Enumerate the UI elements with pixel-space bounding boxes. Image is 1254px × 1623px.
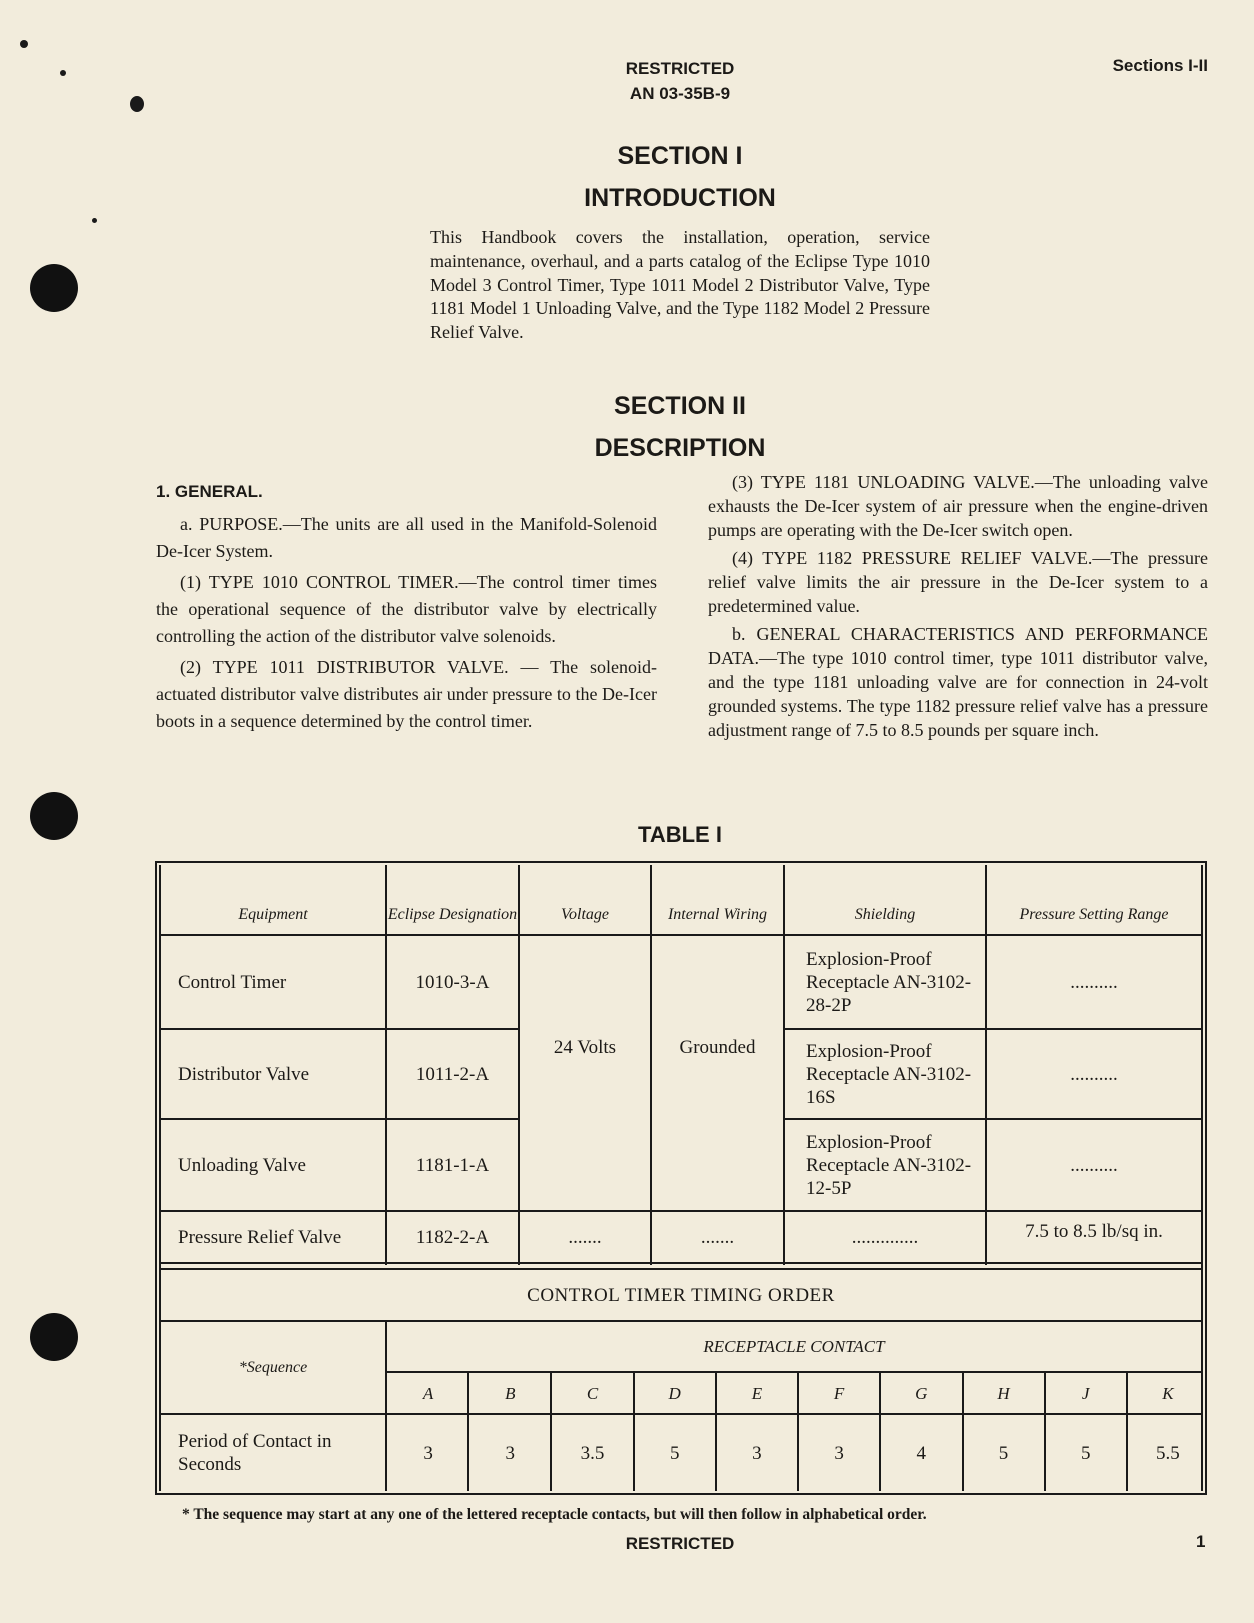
cell-pressure: ..........	[1070, 971, 1118, 993]
period-value-b: 3	[505, 1442, 516, 1464]
para-control-timer: (1) TYPE 1010 CONTROL TIMER.—The control timer times the operational sequence of the distributor valve by electrically controlling the action of the distributor valve solenoids.	[156, 572, 657, 646]
contact-letter-d: D	[668, 1383, 681, 1403]
cell-pressure: ..........	[1070, 1154, 1118, 1176]
cell-shielding: ..............	[851, 1226, 919, 1248]
period-value-d: 5	[669, 1442, 680, 1464]
footnote: * The sequence may start at any one of the lettered receptacle contacts, but will then follow in alphabetical order.	[182, 1506, 927, 1523]
page-number: 1	[1196, 1532, 1206, 1551]
section1-number: SECTION I	[617, 142, 743, 170]
section2-title: DESCRIPTION	[594, 434, 766, 462]
cell-equipment: Unloading Valve	[178, 1154, 306, 1176]
para-pressure-relief-valve: (4) TYPE 1182 PRESSURE RELIEF VALVE.—The pressure relief valve limits the air pressure in the De-Icer system to a predetermined value.	[708, 548, 1208, 616]
header-restricted: RESTRICTED	[625, 59, 735, 78]
period-value-j: 5	[1080, 1442, 1091, 1464]
speck-mark	[20, 40, 28, 48]
header-block	[560, 56, 800, 106]
contact-letter-g: G	[915, 1383, 928, 1403]
cell-pressure: ..........	[1070, 1063, 1118, 1085]
speck-mark	[60, 70, 66, 76]
para-characteristics: b. GENERAL CHARACTERISTICS AND PERFORMANCE DATA.—The type 1010 control timer, type 1011 distributor valve, and the type 1181 unloading valve are for connection in 24-volt grounded systems. The type 1182 pressure relief valve has a pressure adjustment range of 7.5 to 8.5 pounds per square inch.	[708, 624, 1208, 740]
period-value-e: 3	[752, 1442, 762, 1464]
cell-voltage: .......	[568, 1226, 602, 1248]
header-sections: Sections I-II	[1112, 56, 1208, 75]
contact-letter-j: J	[1081, 1383, 1090, 1403]
col-header-voltage: Voltage	[561, 906, 609, 923]
col-header-shielding: Shielding	[854, 906, 916, 923]
col-header-pressure: Pressure Setting Range	[1019, 906, 1169, 923]
general-heading: 1. GENERAL.	[156, 482, 263, 501]
cell-equipment: Control Timer	[178, 971, 287, 993]
section1-title: INTRODUCTION	[584, 184, 776, 212]
cell-shared-voltage: 24 Volts	[553, 1036, 617, 1058]
cell-shielding: Explosion-Proof Receptacle AN-3102-16S	[806, 1040, 972, 1108]
para-unloading-valve: (3) TYPE 1181 UNLOADING VALVE.—The unloading valve exhausts the De-Icer system of air pressure when the engine-driven pumps are operating with the De-Icer switch open.	[708, 472, 1208, 540]
cell-shielding: Explosion-Proof Receptacle AN-3102-28-2P	[806, 948, 972, 1016]
cell-equipment: Distributor Valve	[178, 1063, 310, 1085]
contact-letter-e: E	[751, 1383, 763, 1403]
table-title: TABLE I	[638, 822, 722, 847]
cell-equipment: Pressure Relief Valve	[178, 1226, 342, 1248]
header-doc-number: AN 03-35B-9	[629, 84, 731, 103]
cell-designation: 1011-2-A	[415, 1063, 490, 1085]
speck-mark	[130, 96, 144, 112]
cell-shielding: Explosion-Proof Receptacle AN-3102-12-5P	[806, 1131, 972, 1199]
period-value-g: 4	[916, 1442, 927, 1464]
cell-wiring: .......	[700, 1226, 735, 1248]
cell-designation: 1181-1-A	[415, 1154, 490, 1176]
para-purpose: a. PURPOSE.—The units are all used in the Manifold-Solenoid De-Icer System.	[156, 514, 657, 561]
col-header-wiring: Internal Wiring	[667, 906, 768, 923]
para-distributor-valve: (2) TYPE 1011 DISTRIBUTOR VALVE. — The solenoid-actuated distributor valve distributes air under pressure to the De-Icer boots in a sequence determined by the control timer.	[156, 657, 657, 731]
footer-restricted: RESTRICTED	[625, 1534, 735, 1553]
right-column	[708, 470, 1208, 746]
cell-pressure: 7.5 to 8.5 lb/sq in.	[1025, 1220, 1163, 1242]
sequence-label: *Sequence	[238, 1359, 308, 1376]
binder-hole-middle	[30, 792, 78, 840]
contact-letter-k: K	[1162, 1383, 1174, 1403]
section2-number: SECTION II	[614, 392, 746, 420]
period-value-f: 3	[834, 1442, 844, 1464]
cell-designation: 1182-2-A	[415, 1226, 490, 1248]
col-header-equipment: Equipment	[238, 906, 308, 923]
contact-letter-b: B	[505, 1383, 516, 1403]
period-value-c: 3.5	[580, 1442, 605, 1464]
left-column	[156, 478, 657, 739]
period-label: Period of Contact in Seconds	[178, 1431, 332, 1475]
cell-shared-wiring: Grounded	[679, 1036, 756, 1058]
section1-body: This Handbook covers the installation, operation, service maintenance, overhaul, and a parts catalog of the Eclipse Type 1010 Model 3 Control Timer, Type 1011 Model 2 Distributor Valve, Type 1181 Model 1 Unloading Valve, and the Type 1182 Model 2 Pressure Relief Valve.	[430, 227, 930, 343]
period-value-h: 5	[998, 1442, 1009, 1464]
binder-hole-top	[30, 264, 78, 312]
contact-letter-a: A	[422, 1383, 434, 1403]
period-value-k: 5.5	[1156, 1442, 1180, 1464]
period-value-a: 3	[423, 1442, 433, 1464]
contact-letter-h: H	[997, 1383, 1010, 1403]
timing-title: CONTROL TIMER TIMING ORDER	[527, 1284, 835, 1306]
cell-designation: 1010-3-A	[415, 971, 490, 993]
contact-letter-f: F	[833, 1383, 845, 1403]
receptacle-contact-label: RECEPTACLE CONTACT	[703, 1337, 885, 1356]
binder-hole-bottom	[30, 1313, 78, 1361]
col-header-designation: Eclipse Designation	[387, 906, 518, 923]
contact-letter-c: C	[586, 1383, 599, 1403]
speck-mark	[92, 218, 97, 223]
